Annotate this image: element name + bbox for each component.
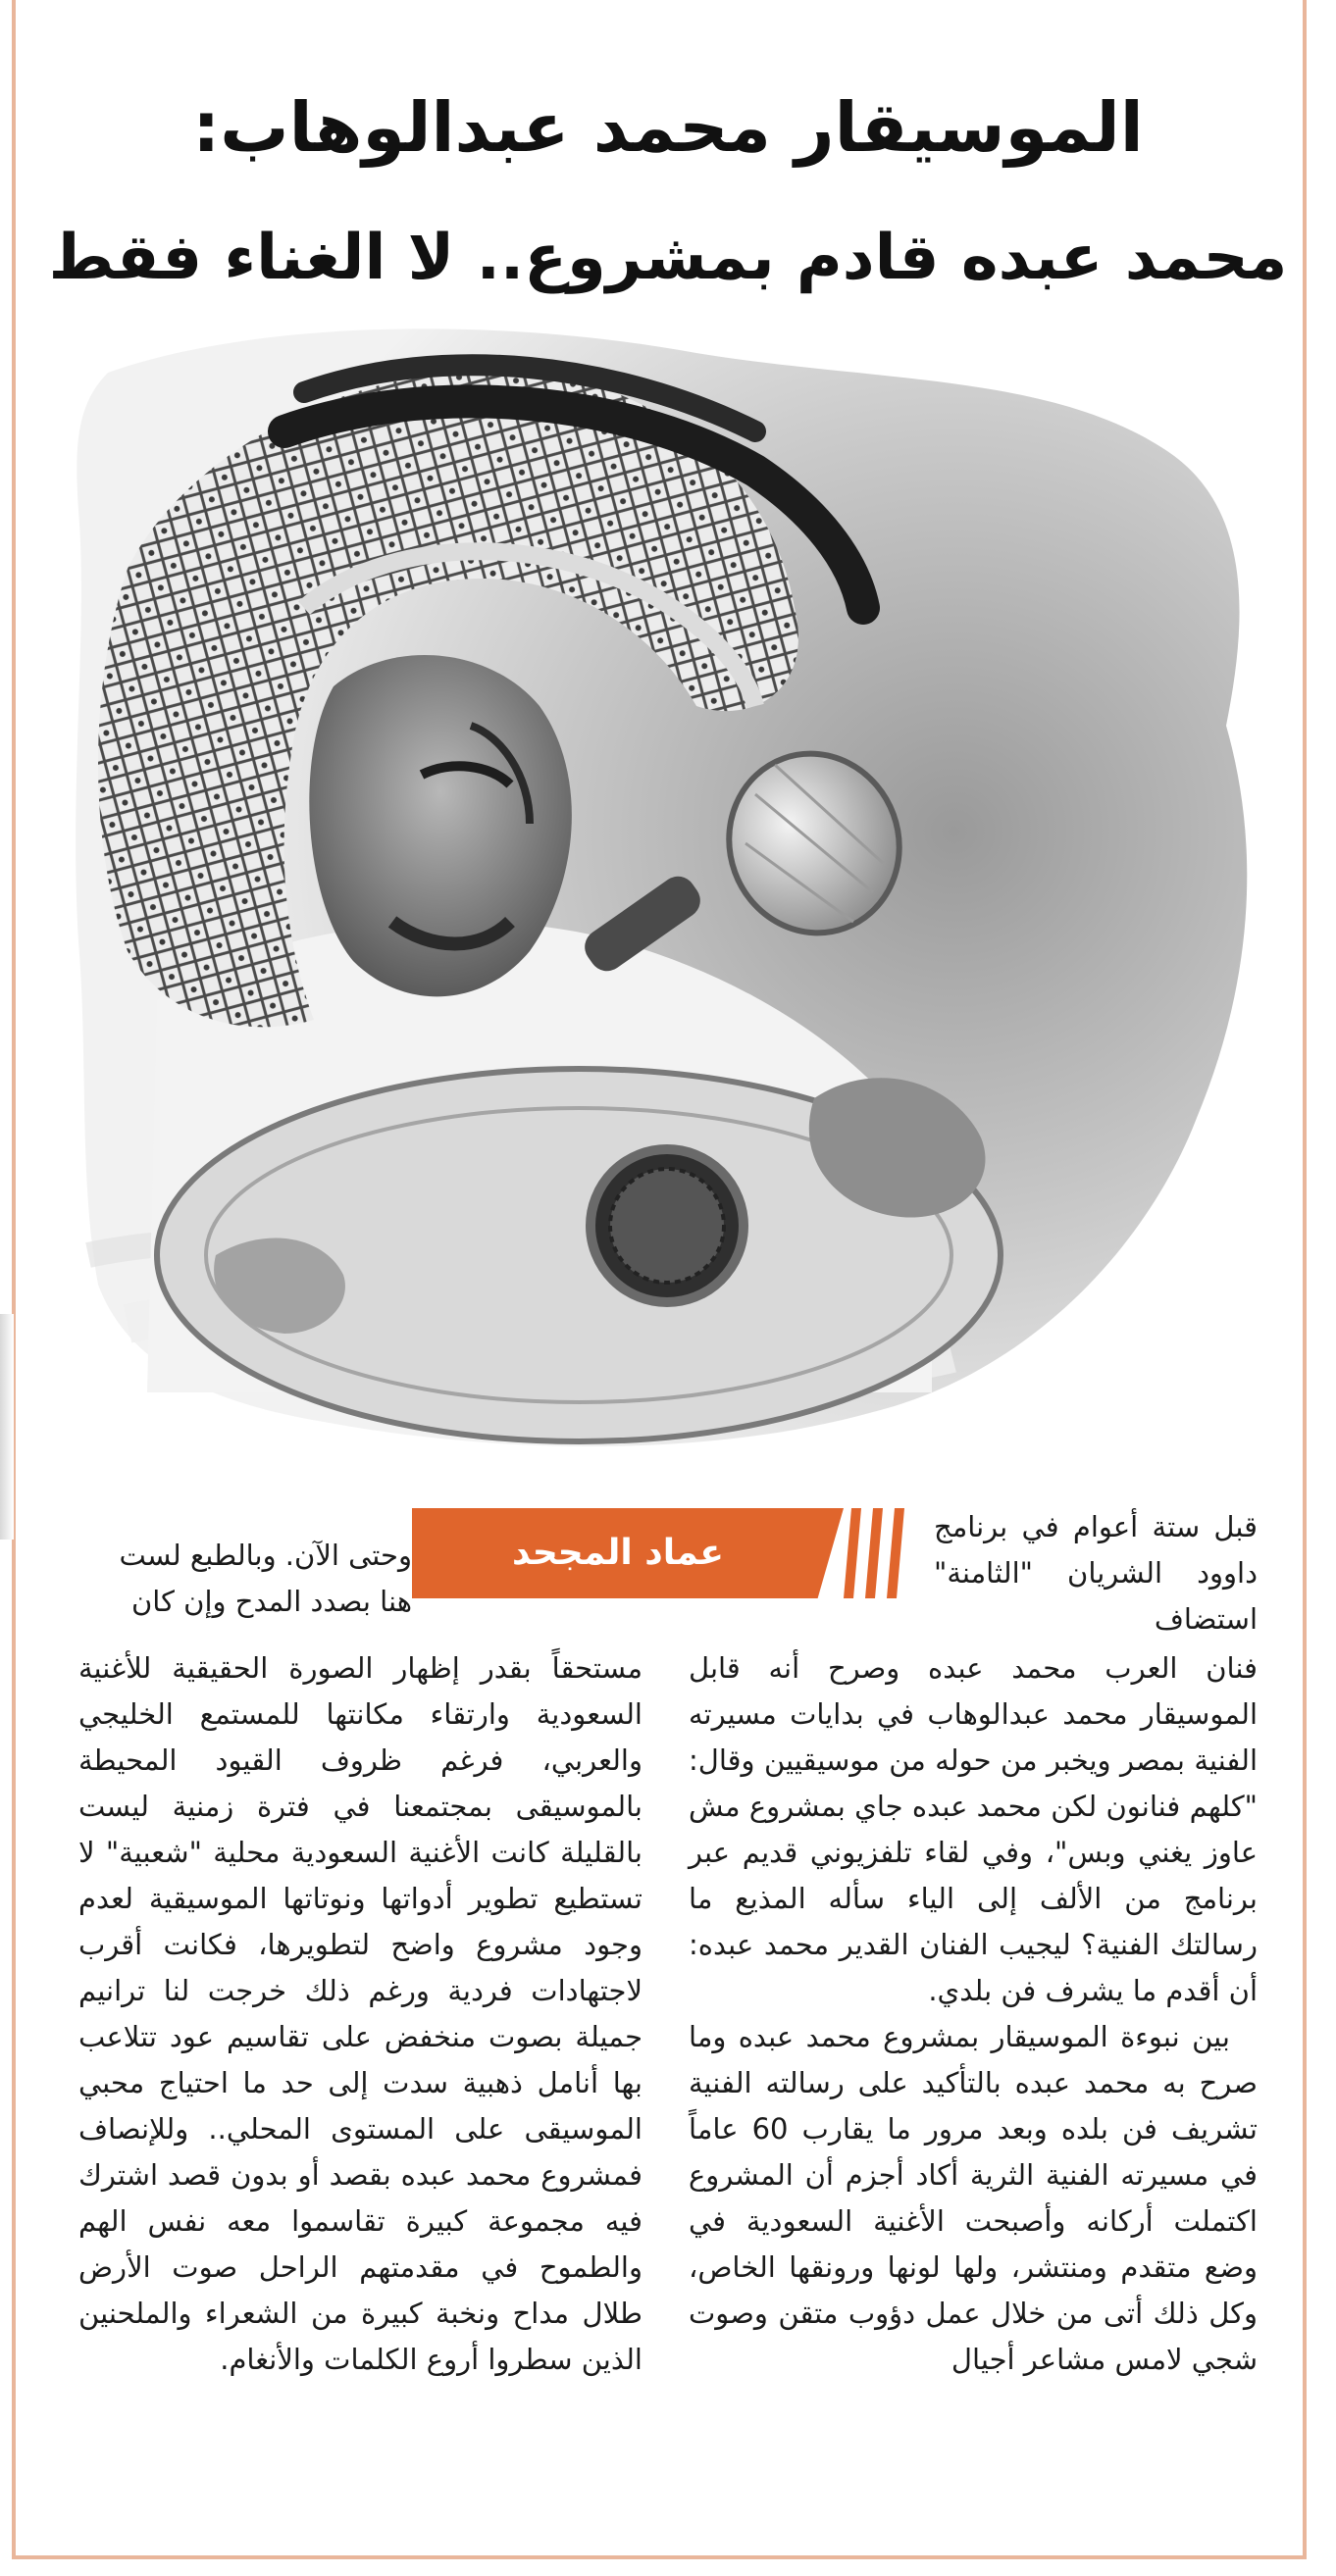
- byline: [412, 1508, 912, 1598]
- article-photo: [69, 314, 1265, 1481]
- article-left-column: [78, 1645, 642, 2383]
- headline-line-1: الموسيقار محمد عبدالوهاب:: [192, 86, 1144, 168]
- article-intro: قبل ستة أعوام في برنامج داوود الشريان "الثامنة" استضاف: [934, 1510, 1258, 1636]
- page-edge-shadow: [0, 1314, 14, 1540]
- article-paragraph: بين نبوءة الموسيقار بمشروع محمد عبده وما صرح به محمد عبده بالتأكيد على رسالته الفنية تشريف فن بلده وبعد مرور ما يقارب 60 عاماً في مسيرته الفنية الثرية أكاد أجزم أن المشروع اكتملت أركانه وأصبحت الأغنية السعودية في وضع متقدم ومنتشر، ولها لونها ورونقها الخاص، وكل ذلك أتى من خلال عمل دؤوب متقن وصوت شجي لامس مشاعر أجيال: [689, 2020, 1259, 2376]
- article-left-intro: وحتى الآن. وبالطبع لست هنا بصدد المدح وإن كان: [119, 1539, 412, 1618]
- headline-line-2: محمد عبده قادم بمشروع.. لا الغناء فقط: [48, 221, 1288, 294]
- article-paragraph: فنان العرب محمد عبده وصرح أنه قابل الموسيقار محمد عبدالوهاب في بدايات مسيرته الفنية بمصر ويخبر من حوله من موسيقيين وقال: "كلهم فنانون لكن محمد عبده جاي بمشروع مش عاوز يغني وبس"، وفي لقاء تلفزيوني قديم عبر برنامج من الألف إلى الياء سأله المذيع ما رسالتك الفنية؟ ليجيب الفنان القدير محمد عبده: أن أقدم ما يشرف فن بلدي.: [689, 1651, 1258, 2007]
- article-right-body: [689, 1645, 1258, 2383]
- byline-stripes: [844, 1508, 912, 1598]
- article-paragraph: مستحقاً بقدر إظهار الصورة الحقيقية للأغنية السعودية وارتقاء مكانتها للمستمع الخليجي والعربي، فرغم ظروف القيود المحيطة بالموسيقى بمجتمعنا في فترة زمنية ليست بالقليلة كانت الأغنية السعودية محلية "شعبية" لا تستطيع تطوير أدواتها ونوتاتها الموسيقية لعدم وجود مشروع واضح لتطويرها، فكانت أقرب لاجتهادات فردية ورغم ذلك خرجت لنا ترانيم جميلة بصوت منخفض على تقاسيم عود تتلاعب بها أنامل ذهبية سدت إلى حد ما احتياج محبي الموسيقى على المستوى المحلي.. وللإنصاف فمشروع محمد عبده بقصد أو بدون قصد اشترك فيه مجموعة كبيرة تقاسموا معه نفس الهم والطموح في مقدمتهم الراحل صوت الأرض طلال مداح ونخبة كبيرة من الشعراء والملحنين الذين سطروا أروع الكلمات والأنغام.: [78, 1651, 642, 2376]
- author-name: عماد المجحد: [512, 1533, 724, 1573]
